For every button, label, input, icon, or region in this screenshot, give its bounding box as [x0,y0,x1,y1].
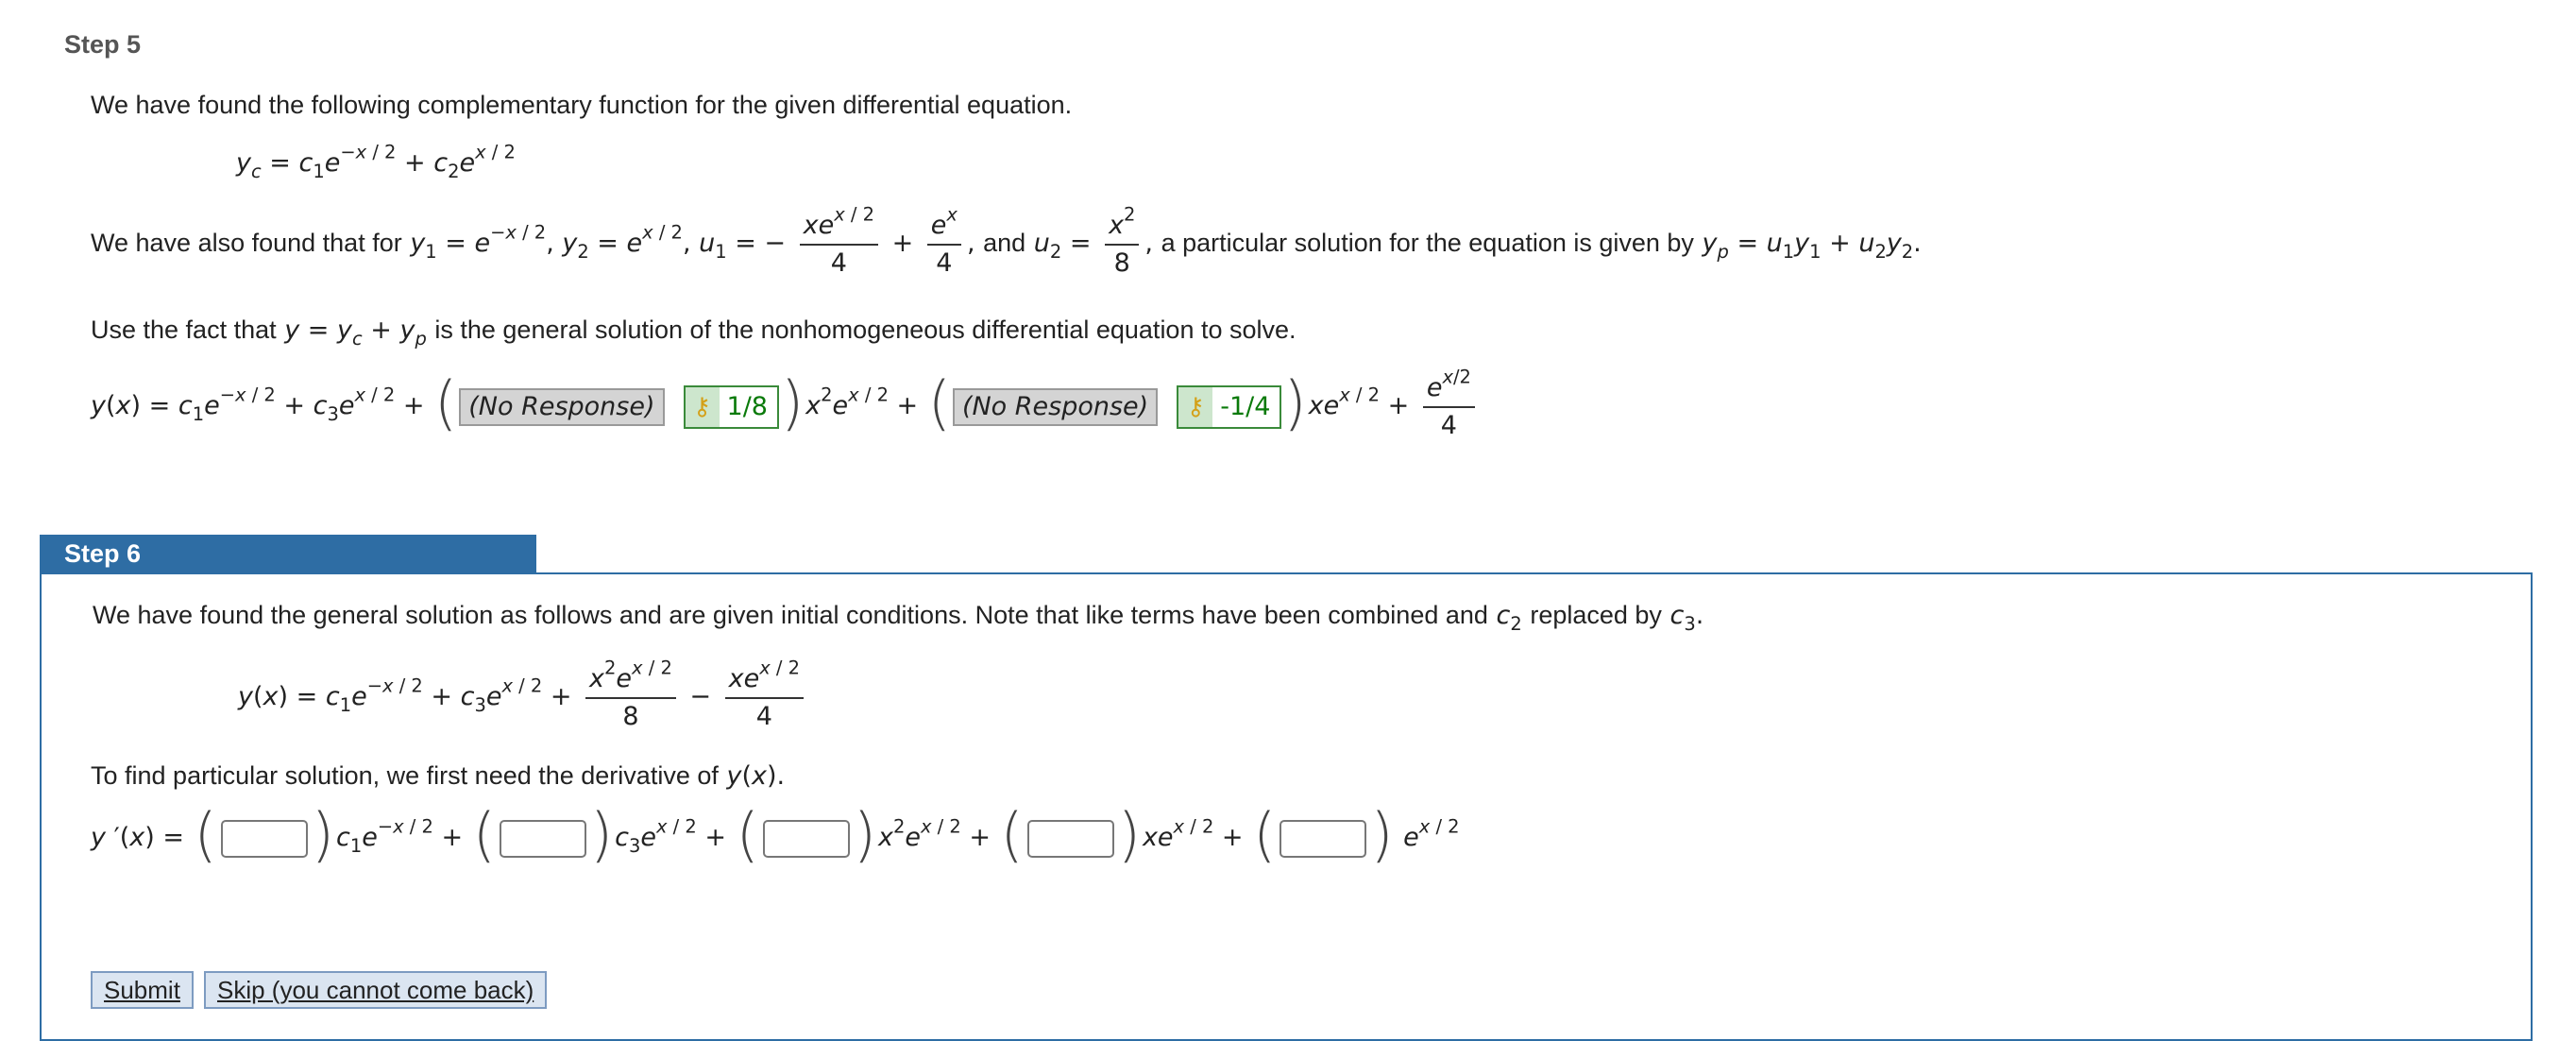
key-icon: ⚷ [686,387,720,427]
use-fact-prefix: Use the fact that [91,316,277,344]
derivative-coefficient-input-4[interactable] [1027,820,1114,858]
open-paren: ( [1253,800,1277,869]
close-paren: ) [1370,800,1394,869]
close-paren: ) [853,800,876,869]
key-icon: ⚷ [1178,387,1212,427]
close-paren: ) [589,800,614,869]
open-paren: ( [736,800,759,869]
xex2-over-4-fraction: $\frac{xe^{x / 2}}{4}$ [725,663,804,732]
variation-parameters-line: We have also found that for $y_1 = e^{-x / 2}$, $y_2 = e^{x / 2}$, $u_1$ = − $\frac{xe^{x / 2}}{4}$ + $\frac{e^x}{4}$ , and $u_2$ = $\frac{x^2}{8}$ , a particular solution for the equation is given by $y_p = u_1y_1 + u_2y_2$. [91,203,1922,278]
derivative-coefficient-input-5[interactable] [1280,820,1366,858]
close-paren: ) [1117,800,1141,869]
general-solution-equation: $y(x) = c_1e^{-x / 2} + c_3e^{x / 2}$ + $\frac{x^2e^{x / 2}}{8}$ − $\frac{xe^{x / 2}}{4}$ [238,663,809,732]
correct-answer-1-value: 1/8 [726,391,768,421]
response-1: (No Response) [459,388,664,426]
submit-button[interactable]: Submit [91,971,194,1009]
use-fact-suffix: is the general solution of the nonhomogeneous differential equation to solve. [434,316,1296,344]
also-found-suffix: a particular solution for the equation is given by [1161,229,1694,257]
complementary-function-equation: $y_c = c_1e^{-x / 2} + c_2e^{x / 2}$ [236,141,516,182]
open-paren: ( [1000,800,1024,869]
derivative-prefix: To find particular solution, we first need the derivative of [91,761,719,790]
correct-answer-2-value: -1/4 [1220,391,1271,421]
close-paren: ) [311,800,334,869]
skip-button[interactable]: Skip (you cannot come back) [204,971,547,1009]
derivative-answer-line: y ′(x) = ( )$c_1e^{-x / 2}$ + ( )$c_3e^{x / 2}$ + ( )$x^2e^{x / 2}$ + ( )$xe^{x / 2}$ + ( ) $e^{x / 2}$ [91,800,1460,869]
derivative-coefficient-input-2[interactable] [500,820,586,858]
derivative-coefficient-input-1[interactable] [221,820,308,858]
step6-intro-replaced: replaced by [1530,601,1662,629]
close-paren: ) [780,368,805,437]
x2ex2-over-8-fraction: $\frac{x^2e^{x / 2}}{8}$ [585,663,676,732]
close-paren: ) [1283,368,1307,437]
u1-fraction-1: $\frac{xe^{x / 2}}{4}$ [800,210,878,279]
step6-intro-line: We have found the general solution as follows and are given initial conditions. Note that like terms have been combined and $c_2$ replaced by $c_3$. [93,601,1704,635]
step5-intro: We have found the following complementary function for the given differential equation. [91,91,1073,119]
derivative-coefficient-input-3[interactable] [763,820,850,858]
derivative-instruction-line: To find particular solution, we first need the derivative of y(x). [91,761,786,791]
response-2: (No Response) [953,388,1158,426]
open-paren: ( [472,800,496,869]
also-found-prefix: We have also found that for [91,229,402,257]
step5-title: Step 5 [64,30,142,59]
open-paren: ( [194,800,217,869]
step6-title: Step 6 [40,535,536,572]
also-found-and: and [983,229,1026,257]
general-solution-answer-line: $y(x) = c_1e^{-x / 2} + c_3e^{x / 2}$ + ( (No Response) ⚷ 1/8 )$x^2e^{x / 2}$ + ( (No Response) ⚷ -1/4 )$xe^{x / 2}$ + $\frac{e^{x/2}}{4}$ [91,372,1481,441]
open-paren: ( [927,368,951,437]
open-paren: ( [434,368,458,437]
correct-answer-2 [1177,385,1281,429]
ex2-over-4-fraction: $\frac{e^{x/2}}{4}$ [1423,372,1475,441]
step6-intro: We have found the general solution as follows and are given initial conditions. Note that like terms have been combined and [93,601,1488,629]
use-fact-line: Use the fact that $y = y_c + y_p$ is the general solution of the nonhomogeneous differential equation to solve. [91,316,1296,350]
u2-fraction: $\frac{x^2}{8}$ [1105,210,1139,279]
correct-answer-1 [684,385,779,429]
u1-fraction-2: $\frac{e^x}{4}$ [927,210,961,279]
